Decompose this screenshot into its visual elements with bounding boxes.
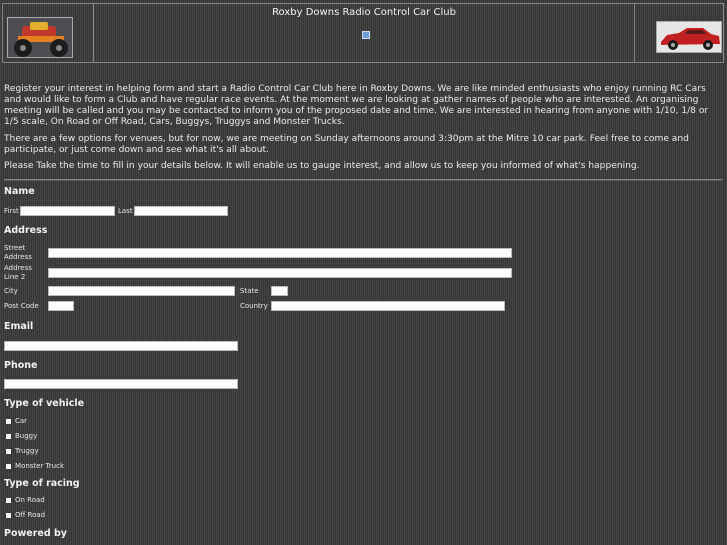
powered-by-heading: Powered by	[4, 528, 67, 539]
header-left-cell	[3, 4, 94, 62]
monster-truck-checkbox[interactable]	[6, 464, 11, 469]
last-name-field[interactable]	[134, 206, 228, 216]
broken-image-icon	[362, 31, 370, 39]
on-road-option-label: On Road	[15, 496, 45, 504]
car-checkbox[interactable]	[6, 419, 11, 424]
instructions-paragraph: Please Take the time to fill in your details below. It will enable us to gauge interest, and allow us to keep you informed of what's happening.	[4, 161, 640, 171]
site-title: Roxby Downs Radio Control Car Club	[272, 7, 456, 18]
header-title-cell	[94, 4, 634, 62]
racing-type-heading: Type of racing	[4, 478, 80, 489]
email-field[interactable]	[4, 341, 238, 351]
phone-field[interactable]	[4, 379, 238, 389]
name-heading: Name	[4, 186, 35, 197]
intro-paragraph: Register your interest in helping form and start a Radio Control Car Club here in Roxby Downs. We are like minded enthusiasts who enjoy running RC Cars and would like to form a Club and have regular race events. At the moment we are looking at gather names of people who are interested. An organising meeting will be called and you may be contacted to inform you of the proposed date and time. We are interested in hearing from anyone with 1/10, 1/8 or 1/5 scale, On Road or Off Road, Cars, Buggys, Truggys and Monster Trucks.	[4, 84, 709, 127]
phone-heading: Phone	[4, 360, 38, 371]
postcode-label: Post Code	[4, 302, 39, 310]
last-name-label: Last	[118, 207, 133, 215]
truggy-option-label: Truggy	[15, 447, 39, 455]
off-road-option-label: Off Road	[15, 511, 46, 519]
address-line2-field[interactable]	[48, 268, 512, 278]
state-label: State	[240, 287, 259, 295]
city-field[interactable]	[48, 286, 235, 296]
header-right-cell	[634, 4, 724, 62]
address-line2-label: Address Line 2	[4, 264, 32, 281]
postcode-field[interactable]	[48, 301, 74, 311]
country-label: Country	[240, 302, 268, 310]
red-car-image	[656, 21, 722, 53]
address-heading: Address	[4, 225, 48, 236]
header-table	[2, 3, 724, 63]
venue-paragraph: There are a few options for venues, but for now, we are meeting on Sunday afternoons around 3:30pm at the Mitre 10 car park. Feel free to come and participate, or just come down and see what it's all about.	[4, 134, 689, 155]
buggy-checkbox[interactable]	[6, 434, 11, 439]
divider	[4, 179, 722, 181]
country-field[interactable]	[271, 301, 505, 311]
email-heading: Email	[4, 321, 34, 332]
truggy-checkbox[interactable]	[6, 449, 11, 454]
on-road-checkbox[interactable]	[6, 498, 11, 503]
monster-truck-option-label: Monster Truck	[15, 462, 65, 470]
first-name-label: First	[4, 207, 19, 215]
buggy-option-label: Buggy	[15, 432, 38, 440]
state-field[interactable]	[271, 286, 288, 296]
off-road-checkbox[interactable]	[6, 513, 11, 518]
street-address-field[interactable]	[48, 248, 512, 258]
vehicle-type-heading: Type of vehicle	[4, 398, 85, 409]
first-name-field[interactable]	[20, 206, 115, 216]
street-address-label: Street Address	[4, 244, 32, 261]
monster-truck-image	[7, 17, 73, 58]
car-option-label: Car	[15, 417, 28, 425]
city-label: City	[4, 287, 18, 295]
